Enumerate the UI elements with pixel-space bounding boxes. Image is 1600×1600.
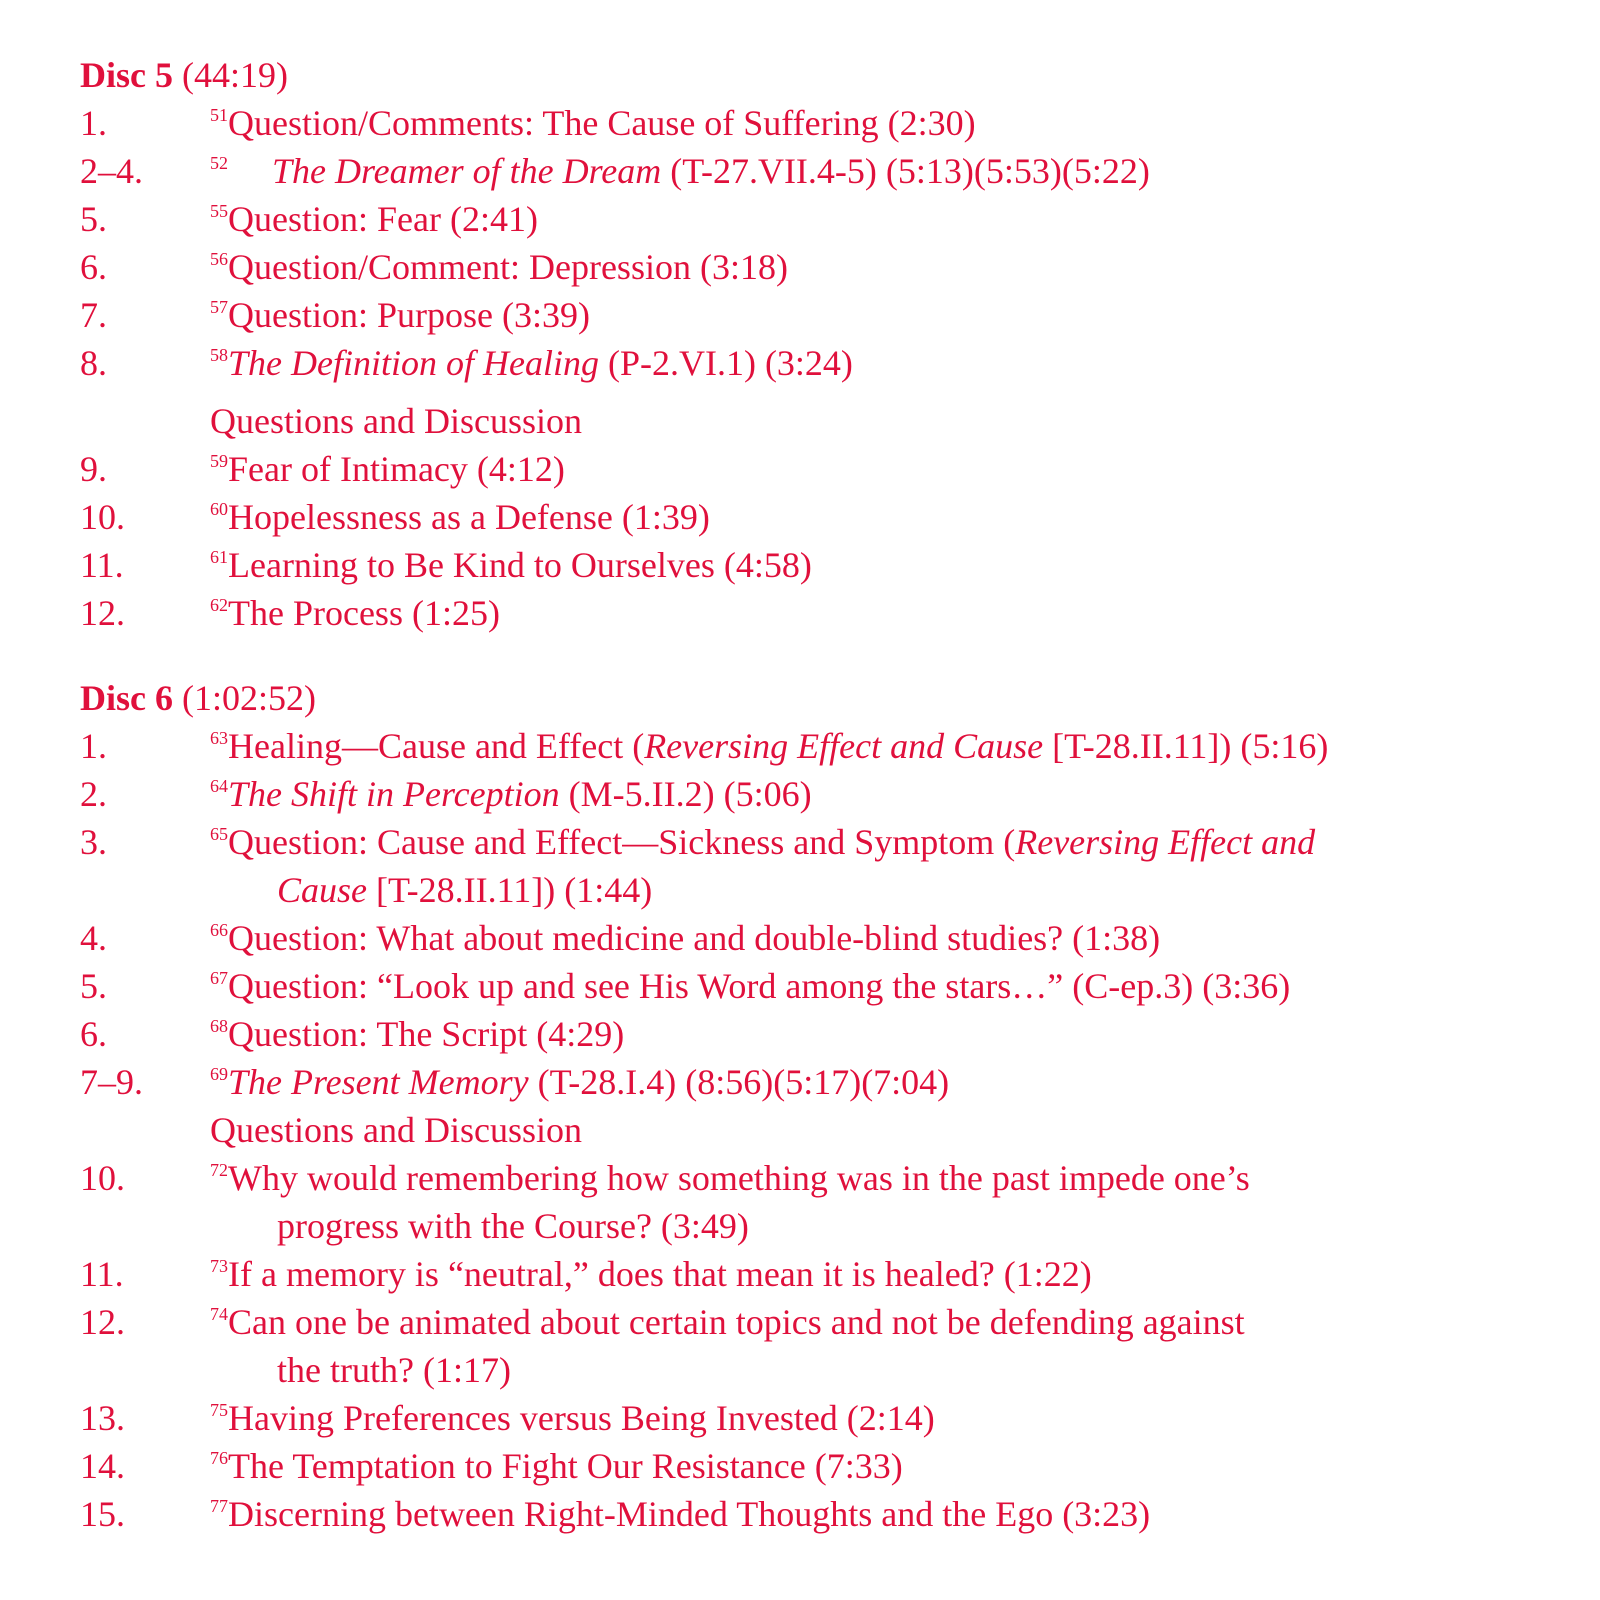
- track-reference-number: 68: [210, 1016, 228, 1036]
- track-number: 5.: [80, 199, 107, 239]
- track-title-text: Discerning between Right-Minded Thoughts and the Ego (3:23): [228, 1494, 1151, 1534]
- track-item: [80, 1490, 1580, 1538]
- disc-label: Disc 5: [80, 55, 173, 95]
- track-number: 1.: [80, 726, 107, 766]
- track-text: [210, 291, 590, 339]
- disc-label: Disc 6: [80, 678, 173, 718]
- track-title-text: Fear of Intimacy (4:12): [228, 449, 565, 489]
- italic-title: The Shift in Perception: [228, 774, 560, 814]
- track-title-text: Question: Cause and Effect—Sickness and Symptom (: [228, 822, 1016, 862]
- track-title-text: [T-28.II.11]) (1:44): [367, 870, 653, 910]
- track-title-text: [T-28.II.11]) (5:16): [1043, 726, 1329, 766]
- track-reference-number: 64: [210, 776, 228, 796]
- track-text: [210, 722, 1328, 770]
- track-text: [210, 589, 500, 637]
- track-reference-number: 63: [210, 728, 228, 748]
- track-item: [80, 243, 1580, 291]
- track-title-text: Question: The Script (4:29): [228, 1014, 625, 1054]
- track-text: [210, 1442, 903, 1490]
- track-title-text: progress with the Course? (3:49): [277, 1206, 749, 1246]
- track-title-text: The Process (1:25): [228, 593, 500, 633]
- track-text: [210, 1250, 1092, 1298]
- track-reference-number: 66: [210, 920, 228, 940]
- track-item: [80, 1250, 1580, 1298]
- track-line: [210, 1202, 1250, 1250]
- track-number: 2–4.: [80, 151, 143, 191]
- track-title-text: (P-2.VI.1) (3:24): [598, 343, 853, 383]
- track-line: [210, 1010, 624, 1058]
- track-number: 13.: [80, 1398, 125, 1438]
- disc-heading: [80, 51, 1580, 99]
- track-item: [80, 445, 1580, 493]
- track-title-text: (M-5.II.2) (5:06): [559, 774, 812, 814]
- track-reference-number: 75: [210, 1400, 228, 1420]
- track-line: [210, 722, 1328, 770]
- track-reference-number: 62: [210, 595, 228, 615]
- track-reference-number: 72: [210, 1160, 228, 1180]
- track-line: [210, 1298, 1245, 1346]
- track-text: [210, 1010, 624, 1058]
- track-reference-number: 51: [210, 105, 228, 125]
- track-number: 1.: [80, 103, 107, 143]
- track-line: [210, 962, 1290, 1010]
- italic-title: The Present Memory: [228, 1062, 529, 1102]
- track-reference-number: 56: [210, 249, 228, 269]
- track-reference-number: 73: [210, 1256, 228, 1276]
- track-text: [210, 541, 812, 589]
- track-item: [80, 770, 1580, 818]
- track-reference-number: 69: [210, 1064, 228, 1084]
- track-title-text: If a memory is “neutral,” does that mean it is healed? (1:22): [228, 1254, 1092, 1294]
- track-reference-number: 58: [210, 345, 228, 365]
- track-title-text: (T-27.VII.4-5) (5:13)(5:53)(5:22): [661, 151, 1150, 191]
- track-text: [210, 1490, 1150, 1538]
- track-number: 6.: [80, 247, 107, 287]
- track-item: [80, 1010, 1580, 1058]
- track-item: [80, 493, 1580, 541]
- track-number: 3.: [80, 822, 107, 862]
- track-reference-number: 65: [210, 824, 228, 844]
- section-heading: Questions and Discussion: [210, 401, 582, 441]
- track-line: [210, 195, 538, 243]
- track-item: [80, 1058, 1580, 1106]
- disc-duration: (1:02:52): [182, 678, 316, 718]
- disc-duration: (44:19): [182, 55, 288, 95]
- track-reference-number: 61: [210, 547, 228, 567]
- track-text: [210, 339, 853, 387]
- track-text: [210, 195, 538, 243]
- track-title-text: Hopelessness as a Defense (1:39): [228, 497, 710, 537]
- track-line: [210, 339, 853, 387]
- track-line: [210, 493, 710, 541]
- track-number: 7.: [80, 295, 107, 335]
- track-text: [210, 1154, 1250, 1250]
- track-title-text: Question/Comment: Depression (3:18): [228, 247, 788, 287]
- track-item: [80, 541, 1580, 589]
- track-number: 11.: [80, 545, 124, 585]
- track-item: [80, 589, 1580, 637]
- track-number: 5.: [80, 966, 107, 1006]
- track-text: [210, 243, 788, 291]
- track-number: 11.: [80, 1254, 124, 1294]
- track-item: [80, 195, 1580, 243]
- track-reference-number: 57: [210, 297, 228, 317]
- track-item: [80, 1154, 1580, 1250]
- track-text: [210, 914, 1160, 962]
- track-text: [210, 1298, 1245, 1394]
- track-item: [80, 291, 1580, 339]
- track-number: 2.: [80, 774, 107, 814]
- track-reference-number: 74: [210, 1304, 228, 1324]
- track-item: [80, 1442, 1580, 1490]
- track-title-text: Why would remembering how something was in the past impede one’s: [228, 1158, 1250, 1198]
- track-title-text: Question: Purpose (3:39): [228, 295, 590, 335]
- track-line: [210, 1154, 1250, 1202]
- track-title-text: Learning to Be Kind to Ourselves (4:58): [228, 545, 812, 585]
- track-line: [210, 1058, 949, 1106]
- track-number: 6.: [80, 1014, 107, 1054]
- track-line: [210, 147, 1150, 195]
- section-spacer: [80, 637, 1580, 674]
- track-title-text: Question: “Look up and see His Word among the stars…” (C-ep.3) (3:36): [228, 966, 1291, 1006]
- track-item: [80, 914, 1580, 962]
- track-reference-number: 77: [210, 1496, 228, 1516]
- track-line: [210, 770, 812, 818]
- track-number: 7–9.: [80, 1062, 143, 1102]
- track-reference-number: 76: [210, 1448, 228, 1468]
- track-item: [80, 722, 1580, 770]
- track-line: [210, 589, 500, 637]
- track-line: [210, 1394, 935, 1442]
- track-item: [80, 1394, 1580, 1442]
- track-line: [210, 914, 1160, 962]
- track-listing: [80, 51, 1580, 1538]
- track-title-text: Having Preferences versus Being Invested (2:14): [228, 1398, 935, 1438]
- section-heading: Questions and Discussion: [210, 1110, 582, 1150]
- track-line: [210, 1490, 1150, 1538]
- track-text: [210, 1058, 949, 1106]
- italic-title: The Definition of Healing: [228, 343, 599, 383]
- track-number: 10.: [80, 497, 125, 537]
- track-title-text: Question: Fear (2:41): [228, 199, 538, 239]
- track-text: [210, 1394, 935, 1442]
- track-text: [210, 147, 1150, 195]
- track-number: 9.: [80, 449, 107, 489]
- track-item: [80, 147, 1580, 195]
- track-title-text: Question: What about medicine and double-blind studies? (1:38): [228, 918, 1161, 958]
- track-number: 15.: [80, 1494, 125, 1534]
- track-line: [210, 541, 812, 589]
- track-text: [210, 962, 1290, 1010]
- track-title-text: (T-28.I.4) (8:56)(5:17)(7:04): [528, 1062, 950, 1102]
- track-reference-number: 60: [210, 499, 228, 519]
- track-title-text: Healing—Cause and Effect (: [228, 726, 645, 766]
- track-item: [80, 339, 1580, 387]
- track-line: [210, 1250, 1092, 1298]
- track-line: [210, 1442, 903, 1490]
- track-number: 14.: [80, 1446, 125, 1486]
- track-line: [210, 291, 590, 339]
- track-item: [80, 99, 1580, 147]
- disc-heading: [80, 674, 1580, 722]
- track-text: [210, 818, 1315, 914]
- track-number: 8.: [80, 343, 107, 383]
- track-title-text: Question/Comments: The Cause of Suffering (2:30): [228, 103, 976, 143]
- track-line: [210, 445, 565, 493]
- track-item: [80, 962, 1580, 1010]
- track-reference-number: 59: [210, 451, 228, 471]
- track-text: [210, 445, 565, 493]
- track-item: [80, 1298, 1580, 1394]
- track-reference-number: 52: [210, 153, 228, 173]
- track-title-text: Can one be animated about certain topics and not be defending against: [228, 1302, 1245, 1342]
- track-text: [210, 493, 710, 541]
- track-number: 12.: [80, 1302, 125, 1342]
- track-reference-number: 67: [210, 968, 228, 988]
- track-number: 4.: [80, 918, 107, 958]
- track-title-text: the truth? (1:17): [277, 1350, 511, 1390]
- italic-title: Cause: [277, 870, 367, 910]
- track-line: [210, 99, 976, 147]
- italic-title: Reversing Effect and Cause: [644, 726, 1044, 766]
- italic-title: The Dreamer of the Dream: [272, 151, 662, 191]
- track-text: [210, 770, 812, 818]
- italic-title: Reversing Effect and: [1015, 822, 1316, 862]
- track-line: [210, 243, 788, 291]
- track-reference-number: 55: [210, 201, 228, 221]
- track-title-text: The Temptation to Fight Our Resistance (7:33): [228, 1446, 903, 1486]
- track-line: [210, 866, 1315, 914]
- track-text: [210, 99, 976, 147]
- track-number: 10.: [80, 1158, 125, 1198]
- track-line: [210, 818, 1315, 866]
- track-number: 12.: [80, 593, 125, 633]
- track-line: [210, 1346, 1245, 1394]
- track-item: [80, 818, 1580, 914]
